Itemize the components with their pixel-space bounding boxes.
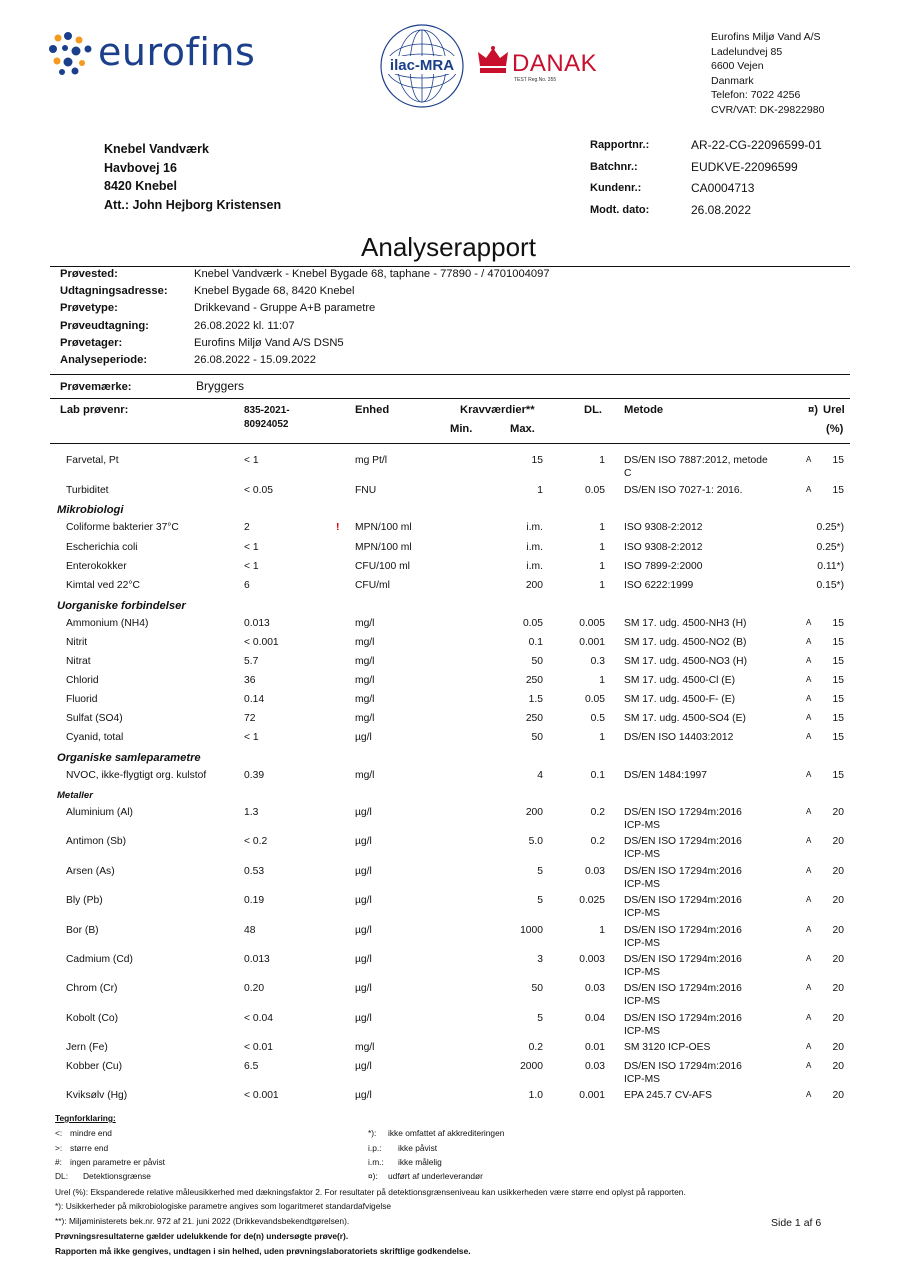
detection-limit: 0.03 <box>584 1061 605 1072</box>
result-value: < 0.05 <box>244 485 273 496</box>
accreditation-mark: A <box>806 637 812 646</box>
legend-key: ¤): <box>368 1171 378 1181</box>
limit-max: 2000 <box>520 1061 543 1072</box>
unit: mg/l <box>355 618 375 629</box>
uncertainty: 15 <box>832 637 844 648</box>
result-value: 5.7 <box>244 656 259 667</box>
parameter-name: Ammonium (NH4) <box>66 618 149 629</box>
unit: µg/l <box>355 807 372 818</box>
unit: CFU/ml <box>355 580 390 591</box>
method: SM 17. udg. 4500-Cl (E) <box>624 675 736 686</box>
section-heading: Mikrobiologi <box>57 504 124 516</box>
legend-key: i.m.: <box>368 1157 384 1167</box>
uncertainty: 15 <box>832 485 844 496</box>
result-value: 0.39 <box>244 770 265 781</box>
parameter-name: Nitrit <box>66 637 88 648</box>
detection-limit: 1 <box>599 675 605 686</box>
parameter-name: Nitrat <box>66 656 91 667</box>
legend-value: Detektionsgrænse <box>83 1171 151 1181</box>
info-value: 26.08.2022 kl. 11:07 <box>194 319 295 332</box>
accreditation-mark: A <box>806 954 812 963</box>
section-heading: Metaller <box>57 790 93 801</box>
uncertainty: 15 <box>832 618 844 629</box>
limit-max: 0.1 <box>528 637 543 648</box>
method: DS/EN ISO 17294m:2016 <box>624 954 742 965</box>
unit: µg/l <box>355 1013 372 1024</box>
accreditation-mark: A <box>806 618 812 627</box>
result-value: 0.013 <box>244 618 270 629</box>
parameter-name: Fluorid <box>66 694 98 705</box>
parameter-name: Jern (Fe) <box>66 1042 108 1053</box>
result-value: 72 <box>244 713 256 724</box>
uncertainty: 20 <box>832 983 844 994</box>
method: DS/EN 1484:1997 <box>624 770 708 781</box>
meta-key: Kundenr.: <box>590 182 642 194</box>
uncertainty: 20 <box>832 836 844 847</box>
legend-key: DL: <box>55 1171 69 1181</box>
unit: µg/l <box>355 954 372 965</box>
info-key: Udtagningsadresse: <box>60 285 168 298</box>
uncertainty: 20 <box>832 925 844 936</box>
crown-icon <box>476 44 510 78</box>
unit: µg/l <box>355 1061 372 1072</box>
detection-limit: 0.05 <box>584 485 605 496</box>
meta-key: Batchnr.: <box>590 160 638 173</box>
uncertainty: 0.25*) <box>816 522 844 533</box>
limit-max: i.m. <box>526 522 543 533</box>
uncertainty: 20 <box>832 1042 844 1053</box>
detection-limit: 0.001 <box>579 637 605 648</box>
method: SM 17. udg. 4500-SO4 (E) <box>624 713 746 724</box>
customer-line: Att.: John Hejborg Kristensen <box>104 197 282 212</box>
detection-limit: 1 <box>599 561 605 572</box>
unit: CFU/100 ml <box>355 561 410 572</box>
method: ISO 7899-2:2000 <box>624 561 703 572</box>
result-value: 6.5 <box>244 1061 259 1072</box>
method: SM 17. udg. 4500-F- (E) <box>624 694 736 705</box>
detection-limit: 0.03 <box>584 866 605 877</box>
validity-note: Prøvningsresultaterne gælder udelukkende for de(n) undersøgte prøve(r). <box>55 1231 349 1241</box>
accreditation-mark: A <box>806 694 812 703</box>
limit-max: 4 <box>537 770 543 781</box>
parameter-name: Cadmium (Cd) <box>66 954 133 965</box>
col-limits-header: Kravværdier** <box>460 404 535 416</box>
page-title: Analyserapport <box>361 232 536 262</box>
detection-limit: 0.5 <box>590 713 605 724</box>
result-value: < 0.001 <box>244 637 279 648</box>
unit: µg/l <box>355 1090 372 1101</box>
limit-max: 50 <box>531 732 543 743</box>
legend-key: *): <box>368 1128 377 1138</box>
detection-limit: 0.3 <box>590 656 605 667</box>
accreditation-mark: A <box>806 866 812 875</box>
accreditation-mark: A <box>806 713 812 722</box>
report-meta <box>590 138 822 224</box>
method: DS/EN ISO 17294m:2016 <box>624 807 742 818</box>
detection-limit: 1 <box>599 522 605 533</box>
parameter-name: Cyanid, total <box>66 732 124 743</box>
company-line: Eurofins Miljø Vand A/S <box>711 31 821 43</box>
company-line: 6600 Vejen <box>711 60 764 72</box>
unit: mg/l <box>355 713 375 724</box>
parameter-name: Chlorid <box>66 675 99 686</box>
unit: MPN/100 ml <box>355 542 412 553</box>
title-divider <box>50 266 850 267</box>
col-sample-id <box>244 404 290 432</box>
legend-value: mindre end <box>70 1128 112 1138</box>
result-value: < 1 <box>244 561 259 572</box>
info-value: Drikkevand - Gruppe A+B parametre <box>194 302 376 315</box>
method: DS/EN ISO 17294m:2016 <box>624 925 742 936</box>
limit-max: 5 <box>537 1013 543 1024</box>
unit: µg/l <box>355 925 372 936</box>
result-value: 0.14 <box>244 694 265 705</box>
method: ISO 6222:1999 <box>624 580 694 591</box>
result-value: < 1 <box>244 455 259 466</box>
info-divider <box>50 374 850 375</box>
info-key: Prøvetype: <box>60 302 118 315</box>
result-value: < 0.01 <box>244 1042 273 1053</box>
limit-max: 1 <box>537 485 543 496</box>
col-method-header: Metode <box>624 404 664 416</box>
info-value: 26.08.2022 - 15.09.2022 <box>194 353 316 366</box>
limit-max: 200 <box>525 807 543 818</box>
danak-reg-text: TEST Reg.No. 355 <box>514 77 557 83</box>
detection-limit: 0.2 <box>590 807 605 818</box>
accreditation-mark: A <box>806 656 812 665</box>
uncertainty: 20 <box>832 1090 844 1101</box>
unit: mg/l <box>355 637 375 648</box>
accreditation-mark: A <box>806 895 812 904</box>
reproduction-note: Rapporten må ikke gengives, undtagen i sin helhed, uden prøvningslaboratoriets skriftlige godkendelse. <box>55 1246 471 1256</box>
legend-key: >: <box>55 1143 63 1153</box>
exceedance-flag: ! <box>336 522 340 533</box>
method: DS/EN ISO 17294m:2016 <box>624 983 742 994</box>
parameter-name: Arsen (As) <box>66 866 115 877</box>
sample-mark-key: Prøvemærke: <box>60 381 132 393</box>
info-key: Prøvested: <box>60 268 118 280</box>
parameter-name: Aluminium (Al) <box>66 807 133 818</box>
method-line2: ICP-MS <box>624 1026 661 1037</box>
limit-max: 5 <box>537 866 543 877</box>
method-line2: ICP-MS <box>624 908 661 919</box>
legend-note: *): Usikkerheder på mikrobiologiske parametre angives som logaritmeret standardafvigelse <box>55 1201 392 1211</box>
limit-max: 250 <box>525 675 543 686</box>
customer-line: Havbovej 16 <box>104 160 177 175</box>
accreditation-mark: A <box>806 455 812 464</box>
uncertainty: 15 <box>832 675 844 686</box>
result-value: 6 <box>244 580 250 591</box>
table-header-divider <box>50 443 850 444</box>
meta-value: EUDKVE-22096599 <box>691 159 798 174</box>
detection-limit: 1 <box>599 455 605 466</box>
uncertainty: 0.15*) <box>816 580 844 591</box>
limit-max: 1000 <box>520 925 543 936</box>
unit: µg/l <box>355 732 372 743</box>
method: ISO 9308-2:2012 <box>624 522 703 533</box>
detection-limit: 0.04 <box>584 1013 605 1024</box>
accreditation-mark: A <box>806 1090 812 1099</box>
legend-value: ikke omfattet af akkrediteringen <box>388 1128 505 1138</box>
accreditation-mark: A <box>806 1013 812 1022</box>
legend-key: i.p.: <box>368 1143 382 1153</box>
result-value: 2 <box>244 522 250 533</box>
uncertainty: 0.25*) <box>816 542 844 553</box>
info-value: Knebel Bygade 68, 8420 Knebel <box>194 285 355 298</box>
meta-key: Rapportnr.: <box>590 139 650 151</box>
info-key: Prøveudtagning: <box>60 319 149 332</box>
method-line2: C <box>624 468 632 479</box>
info-key: Prøvetager: <box>60 336 123 349</box>
limit-max: 0.2 <box>528 1042 543 1053</box>
limit-max: 15 <box>531 455 543 466</box>
customer-line: 8420 Knebel <box>104 179 177 193</box>
parameter-name: Farvetal, Pt <box>66 455 119 466</box>
info-value: Eurofins Miljø Vand A/S DSN5 <box>194 336 344 349</box>
method-line2: ICP-MS <box>624 996 661 1007</box>
sample-mark-value: Bryggers <box>196 379 245 393</box>
col-urel-header: Urel <box>823 404 845 416</box>
parameter-name: Chrom (Cr) <box>66 983 118 994</box>
section-heading: Organiske samleparametre <box>57 752 201 764</box>
col-min-header: Min. <box>450 423 473 435</box>
method: DS/EN ISO 7027-1: 2016. <box>624 485 743 496</box>
method-line2: ICP-MS <box>624 938 661 949</box>
col-lab-header: Lab prøvenr: <box>60 404 129 416</box>
detection-limit: 0.005 <box>579 618 605 629</box>
sample-id-line2: 80924052 <box>244 419 289 430</box>
eurofins-logo-icon <box>48 32 94 76</box>
legend-note: **): Miljøministerets bek.nr. 972 af 21. juni 2022 (Drikkevandsbekendtgørelsen). <box>55 1216 350 1226</box>
info-value: Knebel Vandværk - Knebel Bygade 68, taphane - 77890 - / 4701004097 <box>194 268 550 280</box>
uncertainty: 15 <box>832 732 844 743</box>
uncertainty: 20 <box>832 895 844 906</box>
unit: mg/l <box>355 675 375 686</box>
unit: MPN/100 ml <box>355 522 412 533</box>
uncertainty: 15 <box>832 656 844 667</box>
method: DS/EN ISO 14403:2012 <box>624 732 734 743</box>
uncertainty: 0.11*) <box>817 561 844 572</box>
limit-max: 200 <box>525 580 543 591</box>
method: DS/EN ISO 17294m:2016 <box>624 1061 742 1072</box>
detection-limit: 0.2 <box>590 836 605 847</box>
info-key: Analyseperiode: <box>60 353 148 366</box>
accreditation-mark: A <box>806 1061 812 1070</box>
accreditation-mark: A <box>806 983 812 992</box>
result-value: 1.3 <box>244 807 259 818</box>
unit: µg/l <box>355 866 372 877</box>
limit-max: 3 <box>537 954 543 965</box>
limit-max: 250 <box>525 713 543 724</box>
result-value: 0.20 <box>244 983 265 994</box>
unit: µg/l <box>355 983 372 994</box>
result-value: < 1 <box>244 732 259 743</box>
ilac-mra-logo-icon <box>378 22 466 110</box>
result-value: 36 <box>244 675 256 686</box>
danak-logo-text: DANAK <box>512 50 598 77</box>
result-value: 0.013 <box>244 954 270 965</box>
legend-value: større end <box>70 1143 109 1153</box>
method: SM 3120 ICP-OES <box>624 1042 711 1053</box>
parameter-name: Kobber (Cu) <box>66 1061 123 1072</box>
detection-limit: 1 <box>599 925 605 936</box>
method: DS/EN ISO 17294m:2016 <box>624 895 742 906</box>
result-value: < 0.04 <box>244 1013 273 1024</box>
method: DS/EN ISO 17294m:2016 <box>624 866 742 877</box>
result-value: < 0.001 <box>244 1090 279 1101</box>
col-max-header: Max. <box>510 423 535 435</box>
method: DS/EN ISO 17294m:2016 <box>624 1013 742 1024</box>
parameter-name: Bly (Pb) <box>66 895 103 906</box>
parameter-name: Turbiditet <box>66 485 109 496</box>
parameter-name: Kimtal ved 22°C <box>66 580 140 591</box>
method-line2: ICP-MS <box>624 820 661 831</box>
limit-max: 5 <box>537 895 543 906</box>
method: SM 17. udg. 4500-NO2 (B) <box>624 637 747 648</box>
unit: mg/l <box>355 1042 375 1053</box>
method: SM 17. udg. 4500-NO3 (H) <box>624 656 748 667</box>
section-heading: Uorganiske forbindelser <box>57 600 186 612</box>
uncertainty: 15 <box>832 694 844 705</box>
detection-limit: 0.03 <box>584 983 605 994</box>
legend-note: Urel (%): Ekspanderede relative måleusikkerhed med dækningsfaktor 2. For resultater på detektionsgrænseniveau kan usikkerheden være større end oplyst på rapporten. <box>55 1187 686 1197</box>
company-address <box>711 30 824 117</box>
legend-key: #: <box>55 1157 62 1167</box>
accreditation-mark: A <box>806 836 812 845</box>
detection-limit: 0.05 <box>584 694 605 705</box>
method-line2: ICP-MS <box>624 1074 661 1085</box>
meta-key: Modt. dato: <box>590 203 650 216</box>
result-value: < 0.2 <box>244 836 268 847</box>
limit-max: 5.0 <box>528 836 543 847</box>
limit-max: 50 <box>531 983 543 994</box>
limit-max: i.m. <box>526 542 543 553</box>
brand-name: eurofins <box>98 30 256 74</box>
method-line2: ICP-MS <box>624 879 661 890</box>
parameter-name: Sulfat (SO4) <box>66 713 123 724</box>
method: SM 17. udg. 4500-NH3 (H) <box>624 618 747 629</box>
accreditation-mark: A <box>806 675 812 684</box>
sample-id-line1: 835-2021- <box>244 405 290 416</box>
method: DS/EN ISO 17294m:2016 <box>624 836 742 847</box>
sample-divider <box>50 398 850 399</box>
uncertainty: 20 <box>832 954 844 965</box>
uncertainty: 20 <box>832 866 844 877</box>
meta-value: AR-22-CG-22096599-01 <box>691 138 822 152</box>
accreditation-mark: A <box>806 807 812 816</box>
detection-limit: 0.003 <box>579 954 605 965</box>
legend-value: ikke påvist <box>398 1143 438 1153</box>
limit-max: 50 <box>531 656 543 667</box>
unit: mg/l <box>355 694 375 705</box>
col-acc-header: ¤) <box>808 404 818 416</box>
accreditation-mark: A <box>806 732 812 741</box>
customer-address <box>104 140 281 214</box>
parameter-name: Antimon (Sb) <box>66 836 127 847</box>
method: EPA 245.7 CV-AFS <box>624 1090 712 1101</box>
legend-value: ikke målelig <box>398 1157 442 1167</box>
uncertainty: 15 <box>832 770 844 781</box>
parameter-name: Bor (B) <box>66 925 99 936</box>
parameter-name: Coliforme bakterier 37°C <box>66 522 179 533</box>
detection-limit: 0.01 <box>584 1042 605 1053</box>
parameter-name: Kobolt (Co) <box>66 1013 119 1024</box>
unit: mg/l <box>355 656 375 667</box>
parameter-name: Kviksølv (Hg) <box>66 1090 128 1101</box>
limit-max: i.m. <box>526 561 543 572</box>
result-value: 0.53 <box>244 866 265 877</box>
method-line2: ICP-MS <box>624 849 661 860</box>
detection-limit: 0.025 <box>579 895 605 906</box>
accreditation-mark: A <box>806 770 812 779</box>
ilac-mra-text: ilac-MRA <box>389 57 455 74</box>
unit: mg Pt/l <box>355 455 388 466</box>
col-unit-header: Enhed <box>355 404 390 416</box>
detection-limit: 1 <box>599 580 605 591</box>
detection-limit: 1 <box>599 542 605 553</box>
legend-value: udført af underleverandør <box>388 1171 483 1181</box>
method-line2: ICP-MS <box>624 967 661 978</box>
meta-value: CA0004713 <box>691 181 755 195</box>
sample-info <box>60 268 550 371</box>
result-value: 48 <box>244 925 256 936</box>
limit-max: 0.05 <box>522 618 543 629</box>
accreditation-mark: A <box>806 485 812 494</box>
parameter-name: Escherichia coli <box>66 542 138 553</box>
limit-max: 1.5 <box>528 694 543 705</box>
detection-limit: 1 <box>599 732 605 743</box>
meta-value: 26.08.2022 <box>691 202 752 217</box>
detection-limit: 0.1 <box>590 770 605 781</box>
method: ISO 9308-2:2012 <box>624 542 703 553</box>
unit: FNU <box>355 485 377 496</box>
legend-value: ingen parametre er påvist <box>70 1157 165 1167</box>
company-line: Ladelundvej 85 <box>711 45 783 58</box>
parameter-name: Enterokokker <box>66 561 127 572</box>
legend-key: <: <box>55 1128 63 1138</box>
uncertainty: 15 <box>832 455 844 466</box>
detection-limit: 0.001 <box>579 1090 605 1101</box>
limit-max: 1.0 <box>528 1090 543 1101</box>
accreditation-mark: A <box>806 1042 812 1051</box>
uncertainty: 20 <box>832 1061 844 1072</box>
method: DS/EN ISO 7887:2012, metode <box>624 455 768 466</box>
uncertainty: 15 <box>832 713 844 724</box>
customer-line: Knebel Vandværk <box>104 142 209 156</box>
result-value: 0.19 <box>244 895 265 906</box>
uncertainty: 20 <box>832 1013 844 1024</box>
unit: mg/l <box>355 770 375 781</box>
page-number: Side 1 af 6 <box>771 1217 822 1229</box>
legend-title: Tegnforklaring: <box>55 1113 116 1123</box>
company-line: Telefon: 7022 4256 <box>711 89 801 101</box>
col-dl-header: DL. <box>584 404 603 416</box>
company-line: CVR/VAT: DK-29822980 <box>711 103 825 116</box>
parameter-name: NVOC, ikke-flygtigt org. kulstof <box>66 770 207 781</box>
col-urel-pct: (%) <box>826 423 844 435</box>
company-line: Danmark <box>711 74 754 87</box>
unit: µg/l <box>355 895 372 906</box>
accreditation-mark: A <box>806 925 812 934</box>
result-value: < 1 <box>244 542 259 553</box>
unit: µg/l <box>355 836 372 847</box>
uncertainty: 20 <box>832 807 844 818</box>
